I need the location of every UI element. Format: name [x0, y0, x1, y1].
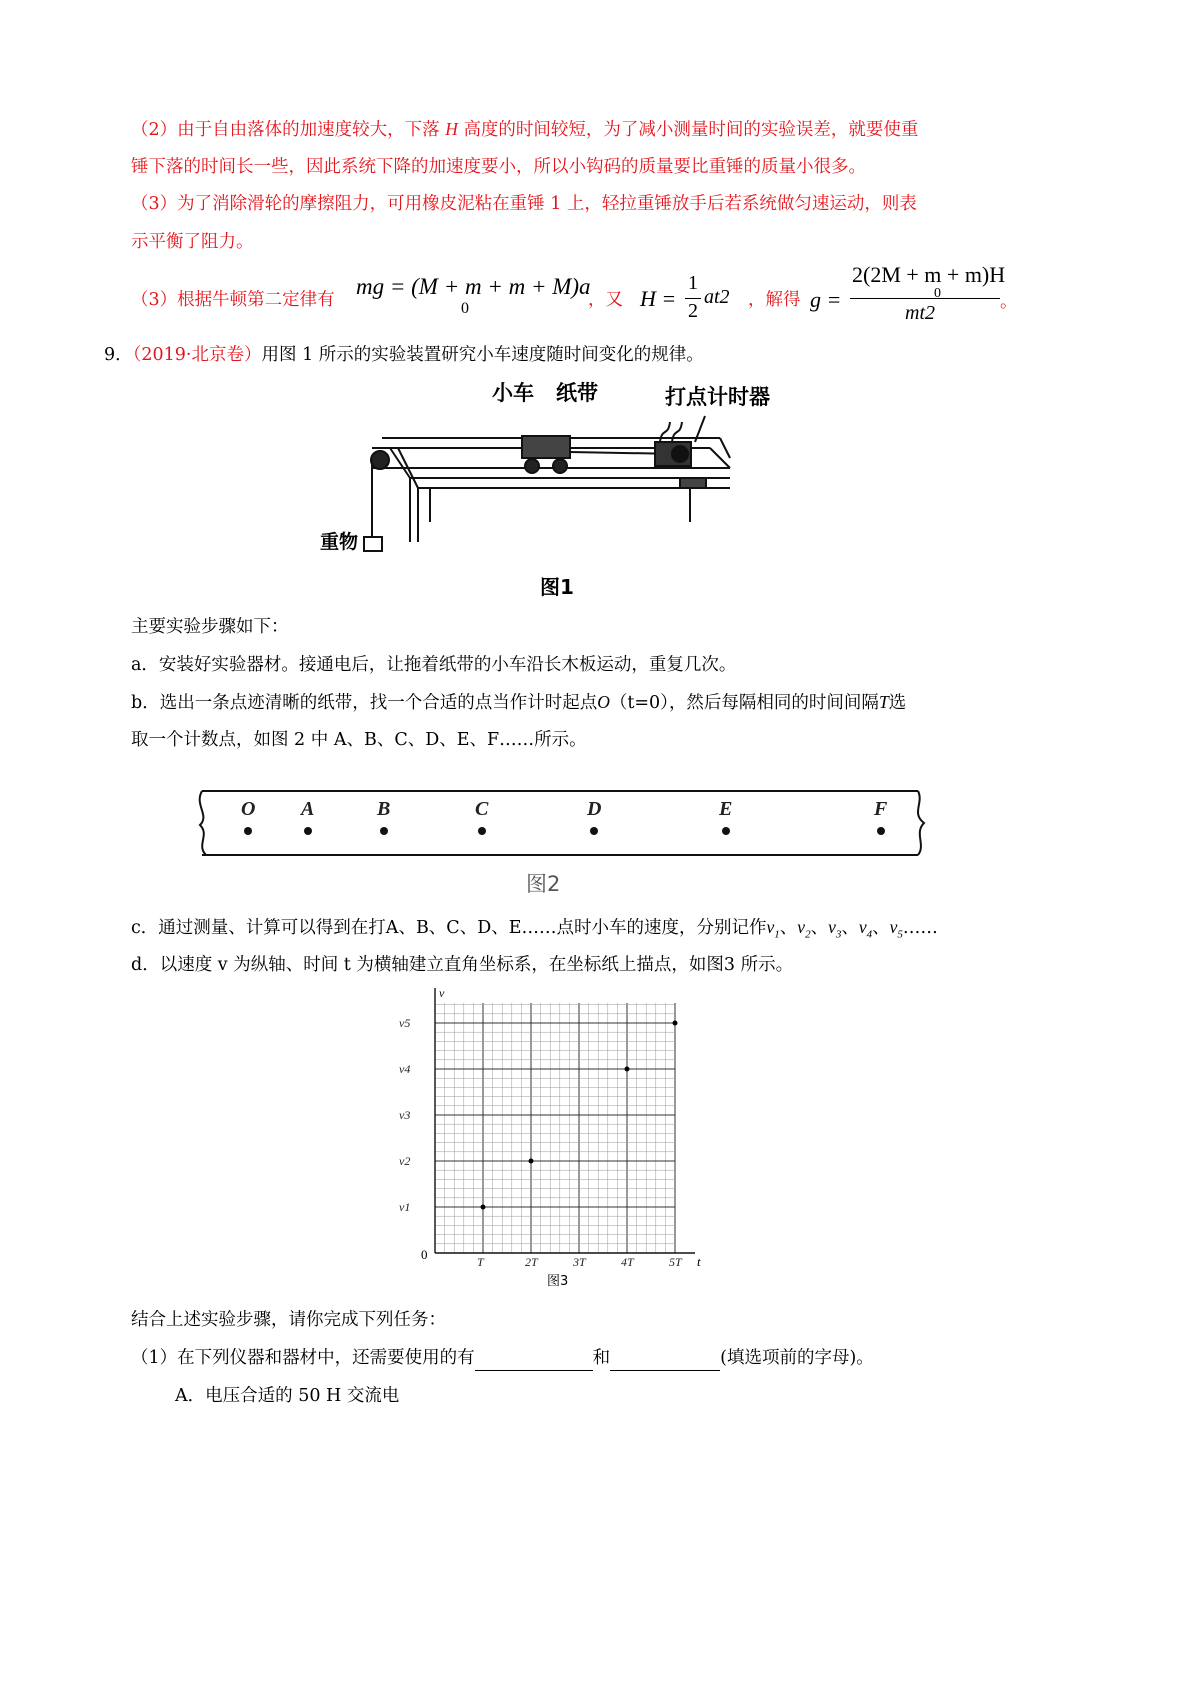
equation-displacement-bar: [685, 298, 701, 299]
tape-point-label-A: A: [301, 798, 315, 820]
equation-displacement-rhs: at2: [704, 286, 730, 308]
equation-displacement-den: 2: [688, 300, 698, 322]
tape-point-F: [877, 827, 885, 835]
equation-displacement-num: 1: [688, 272, 698, 294]
y-tick-v4: v4: [399, 1062, 411, 1076]
step-b-text-d: 选: [888, 693, 907, 713]
y-tick-v5: v5: [399, 1016, 411, 1030]
figure-1-label-timer: 打点计时器: [665, 385, 770, 409]
equation-result-num: 2(2M + m + m)H: [852, 262, 1006, 287]
figure-1-caption: 图1: [540, 575, 574, 599]
step-c-v2: $v_2$: [797, 917, 811, 941]
question-source: （2019·北京卷）: [132, 345, 262, 365]
step-b-var-T: T: [878, 692, 889, 712]
tape-point-label-C: C: [475, 798, 489, 820]
step-b-line2: 取一个计数点，如图 2 中 A、B、C、D、E、F……所示。: [131, 730, 587, 750]
equation-result: [810, 260, 1030, 330]
answer-blank-2[interactable]: [610, 1346, 720, 1371]
answer-3-line2: 示平衡了阻力。: [131, 232, 254, 252]
task-intro: 结合上述实验步骤，请你完成下列任务：: [131, 1310, 446, 1330]
step-d: d．以速度 v 为纵轴、时间 t 为横轴建立直角坐标系，在坐标纸上描点，如图3 所示。: [131, 955, 794, 975]
step-b-text-c: ，然后每隔相同的时间间隔: [668, 693, 879, 713]
data-point-1: [481, 1205, 486, 1210]
tape-point-B: [380, 827, 388, 835]
figure-3-x-label: t: [697, 1254, 701, 1269]
tape-point-label-O: O: [241, 798, 256, 820]
figure-3-origin: 0: [421, 1247, 428, 1262]
step-c-v3: $v_3$: [828, 917, 842, 941]
equation-newton-subscript: 0: [461, 300, 469, 317]
step-b-paren: （t=0）: [609, 693, 669, 713]
figure-2-caption: 图2: [526, 872, 561, 896]
answer-3b-text-b: ，又: [588, 290, 623, 310]
task-1: [131, 1346, 874, 1371]
task-1-text-b: 和: [592, 1348, 611, 1368]
equation-newton-text: mg = (M + m + m + M)a: [356, 274, 591, 299]
step-c-end: ……: [902, 918, 938, 938]
answer-3b-end: 。: [1000, 292, 1018, 312]
answer-blank-1[interactable]: [475, 1346, 593, 1371]
equation-result-num-sub: 0: [934, 286, 941, 301]
tape-point-D: [590, 827, 598, 835]
y-tick-v2: v2: [399, 1154, 411, 1168]
y-tick-v3: v3: [399, 1108, 411, 1122]
x-tick-2T: 2T: [525, 1255, 538, 1269]
x-tick-3T: 3T: [573, 1255, 586, 1269]
tape-point-E: [722, 827, 730, 835]
data-point-4: [673, 1021, 678, 1026]
answer-3b-text-a: （3）根据牛顿第二定律有: [131, 290, 335, 310]
task-1-text-c: (填选项前的字母)。: [720, 1348, 874, 1368]
question-number: 9．: [104, 345, 133, 365]
question-9-header: [104, 343, 704, 367]
step-c-v1: $v_1$: [766, 917, 780, 941]
tape-point-C: [478, 827, 486, 835]
tape-point-O: [244, 827, 252, 835]
step-c: c．通过测量、计算可以得到在打A、B、C、D、E……点时小车的速度，分别记作$v_1$、$v_2$、$v_3$、$v_4$、$v_5\dots\dots$: [131, 917, 938, 941]
figure-3-caption: 图3: [547, 1274, 569, 1289]
step-a: a．安装好实验器材。接通电后，让拖着纸带的小车沿长木板运动，重复几次。: [131, 655, 737, 675]
answer-3-line1: （3）为了消除滑轮的摩擦阻力，可用橡皮泥粘在重锤 1 上，轻拉重锤放手后若系统做匀速运动，则表: [131, 194, 917, 214]
equation-result-bar: [850, 298, 1000, 299]
equation-result-den: mt2: [905, 302, 935, 324]
figure-1-label-weight: 重物: [320, 531, 359, 553]
step-c-v5: $v_5$: [889, 917, 903, 941]
answer-2-text-a: （2）由于自由落体的加速度较大，下落: [131, 120, 440, 140]
equation-displacement: [640, 272, 750, 328]
tape-point-A: [304, 827, 312, 835]
option-A: A．电压合适的 50 H 交流电: [175, 1386, 400, 1406]
tape-point-label-E: E: [719, 798, 733, 820]
step-c-text: c．通过测量、计算可以得到在打A、B、C、D、E……点时小车的速度，分别记作: [131, 918, 767, 938]
figure-3-vt-graph: [395, 983, 725, 1293]
step-b-var-O: O: [597, 692, 610, 712]
figure-2-tape: [196, 785, 946, 900]
question-stem: 用图 1 所示的实验装置研究小车速度随时间变化的规律。: [261, 345, 704, 365]
tape-point-label-B: B: [377, 798, 391, 820]
data-point-2: [529, 1159, 534, 1164]
data-point-3: [625, 1067, 630, 1072]
x-tick-T: T: [477, 1255, 484, 1269]
answer-2-var-H: H: [445, 119, 458, 139]
answer-2-line2: 锤下落的时间长一些，因此系统下降的加速度要小，所以小钩码的质量要比重锤的质量小很多。: [131, 157, 866, 177]
answer-2-line1: [131, 117, 918, 142]
y-tick-v1: v1: [399, 1200, 411, 1214]
x-tick-5T: 5T: [669, 1255, 682, 1269]
answer-3b-text-c: ，解得: [748, 290, 801, 310]
steps-intro: 主要实验步骤如下：: [131, 617, 289, 637]
tape-point-label-F: F: [874, 798, 888, 820]
answer-2-text-b: 高度的时间较短，为了减小测量时间的实验误差，就要使重: [463, 120, 919, 140]
equation-result-lhs: g =: [810, 287, 842, 312]
equation-displacement-lhs: H =: [640, 286, 677, 311]
figure-1-label-tape: 纸带: [556, 381, 598, 405]
step-b-line1: [131, 690, 906, 715]
equation-newton: [356, 272, 596, 324]
answer-3b-line: [131, 270, 335, 330]
figure-1-label-cart: 小车: [492, 381, 534, 405]
figure-3-y-label: v: [439, 986, 445, 1000]
step-b-text-a: b．选出一条点迹清晰的纸带，找一个合适的点当作计时起点: [131, 693, 598, 713]
step-c-v4: $v_4$: [858, 917, 873, 941]
x-tick-4T: 4T: [621, 1255, 634, 1269]
tape-point-label-D: D: [587, 798, 602, 820]
figure-1-apparatus: [310, 372, 780, 602]
task-1-text-a: （1）在下列仪器和器材中，还需要使用的有: [131, 1348, 475, 1368]
